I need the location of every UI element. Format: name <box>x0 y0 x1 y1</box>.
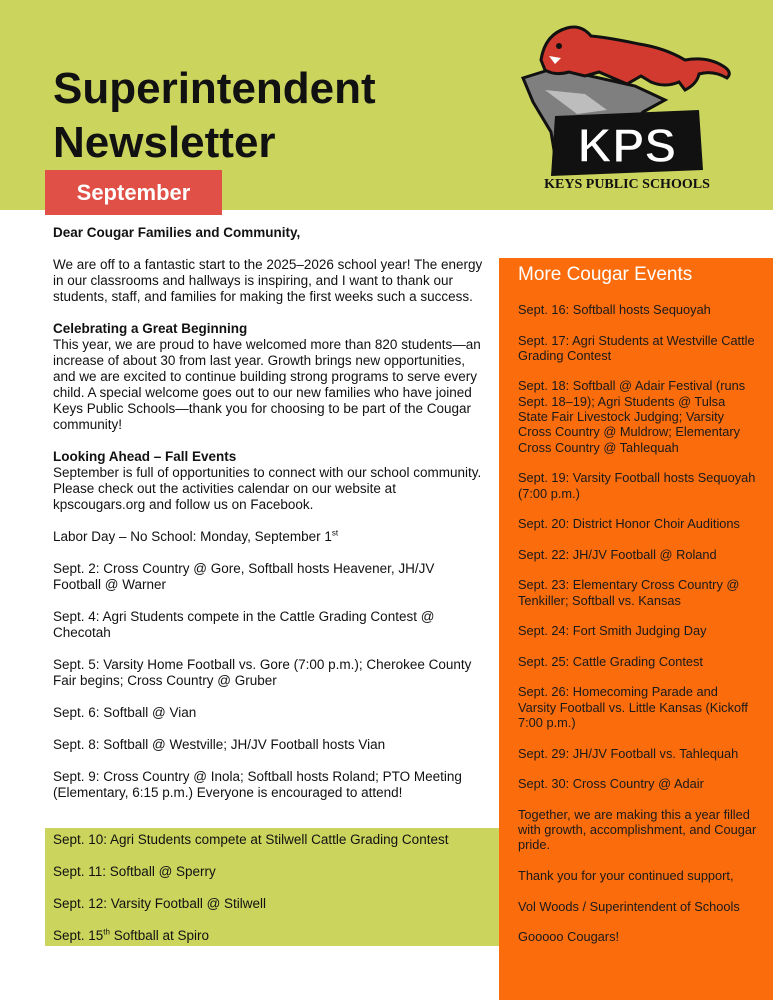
page-title <box>53 62 376 170</box>
event-item: Sept. 10: Agri Students compete at Stilwell Cattle Grading Contest <box>53 832 449 847</box>
kps-logo <box>515 20 740 195</box>
section-celebrating <box>53 321 483 433</box>
sidebar-event-item: Sept. 29: JH/JV Football vs. Tahlequah <box>518 745 739 761</box>
section-heading: Celebrating a Great Beginning <box>53 321 248 336</box>
sidebar-event-item: Sept. 19: Varsity Football hosts Sequoyah (7:00 p.m.) <box>518 470 756 501</box>
sidebar-event-item: Sept. 17: Agri Students at Westville Cattle Grading Contest <box>518 332 755 363</box>
month-tab: September <box>45 170 222 215</box>
event-item: Sept. 8: Softball @ Westville; JH/JV Football hosts Vian <box>53 737 386 752</box>
labor-day-text: Labor Day – No School: Monday, September 1 <box>53 529 332 544</box>
section-looking-ahead <box>53 449 483 513</box>
event-item: Sept. 9: Cross Country @ Inola; Softball hosts Roland; PTO Meeting (Elementary, 6:15 p.m.) Everyone is encouraged to attend! <box>53 769 462 800</box>
sidebar-title: More Cougar Events <box>518 264 693 285</box>
highlighted-events <box>53 832 493 960</box>
section-text: September is full of opportunities to connect with our school community. Please check out the activities calendar on our website at kpscougars.org and follow us on Facebook. <box>53 465 482 512</box>
greeting: Dear Cougar Families and Community, <box>53 225 301 240</box>
logo-subtitle: KEYS PUBLIC SCHOOLS <box>544 177 710 192</box>
event-item: Sept. 4: Agri Students compete in the Cattle Grading Contest @ Checotah <box>53 609 435 640</box>
ordinal-suffix: st <box>331 528 339 538</box>
logo-text: KPS <box>577 120 677 173</box>
sidebar-event-item: Sept. 24: Fort Smith Judging Day <box>518 623 707 639</box>
section-text: This year, we are proud to have welcomed more than 820 students—an increase of about 30 from last year. Growth brings new opportunities, and we are excited to continue building strong programs to serve every child. A special welcome goes out to our new families who have joined Keys Public Schools—thank you for choosing to be part of the Cougar community! <box>53 337 481 432</box>
event-item: Sept. 6: Softball @ Vian <box>53 705 197 720</box>
ordinal-suffix: th <box>103 927 110 937</box>
sidebar-event-item: Sept. 23: Elementary Cross Country @ Tenkiller; Softball vs. Kansas <box>518 577 740 608</box>
sidebar-event-item: Sept. 20: District Honor Choir Auditions <box>518 516 740 532</box>
sidebar-event-item: Sept. 25: Cattle Grading Contest <box>518 653 703 669</box>
event-item: Sept. 5: Varsity Home Football vs. Gore (7:00 p.m.); Cherokee County Fair begins; Cross Country @ Gruber <box>53 657 472 688</box>
closing-paragraph: Together, we are making this a year filled with growth, accomplishment, and Cougar pride. <box>518 806 757 853</box>
event-item: Sept. 12: Varsity Football @ Stilwell <box>53 896 267 911</box>
sidebar-event-item: Sept. 16: Softball hosts Sequoyah <box>518 302 711 317</box>
title-line-2: Newsletter <box>53 118 276 167</box>
sidebar-event-item: Sept. 26: Homecoming Parade and Varsity Football vs. Little Kansas (Kickoff 7:00 p.m.) <box>518 684 748 731</box>
intro-paragraph: We are off to a fantastic start to the 2025–2026 school year! The energy in our classrooms and hallways is inspiring, and I want to thank our students, staff, and families for making the first weeks such a success. <box>53 257 483 304</box>
event-text: Softball at Spiro <box>109 928 210 943</box>
cheer-line: Gooooo Cougars! <box>518 929 620 945</box>
sidebar-event-item: Sept. 30: Cross Country @ Adair <box>518 776 704 792</box>
sidebar-events <box>518 302 758 960</box>
sidebar-event-item: Sept. 22: JH/JV Football @ Roland <box>518 546 717 562</box>
event-item: Sept. 2: Cross Country @ Gore, Softball hosts Heavener, JH/JV Football @ Warner <box>53 561 435 592</box>
title-line-1: Superintendent <box>53 64 376 113</box>
event-date: Sept. 15 <box>53 928 104 943</box>
signature: Vol Woods / Superintendent of Schools <box>518 898 740 914</box>
event-item: Sept. 11: Softball @ Sperry <box>53 864 216 879</box>
event-item <box>53 928 493 944</box>
sidebar-event-item: Sept. 18: Softball @ Adair Festival (runs Sept. 18–19); Agri Students @ Tulsa State Fair Livestock Judging; Varsity Cross Country @ Muldrow; Elementary Cross Country @ Tahlequah <box>518 378 746 455</box>
labor-day-notice <box>53 529 483 545</box>
letter-body <box>53 225 483 817</box>
thanks-line: Thank you for your continued support, <box>518 867 734 883</box>
section-heading: Looking Ahead – Fall Events <box>53 449 237 464</box>
